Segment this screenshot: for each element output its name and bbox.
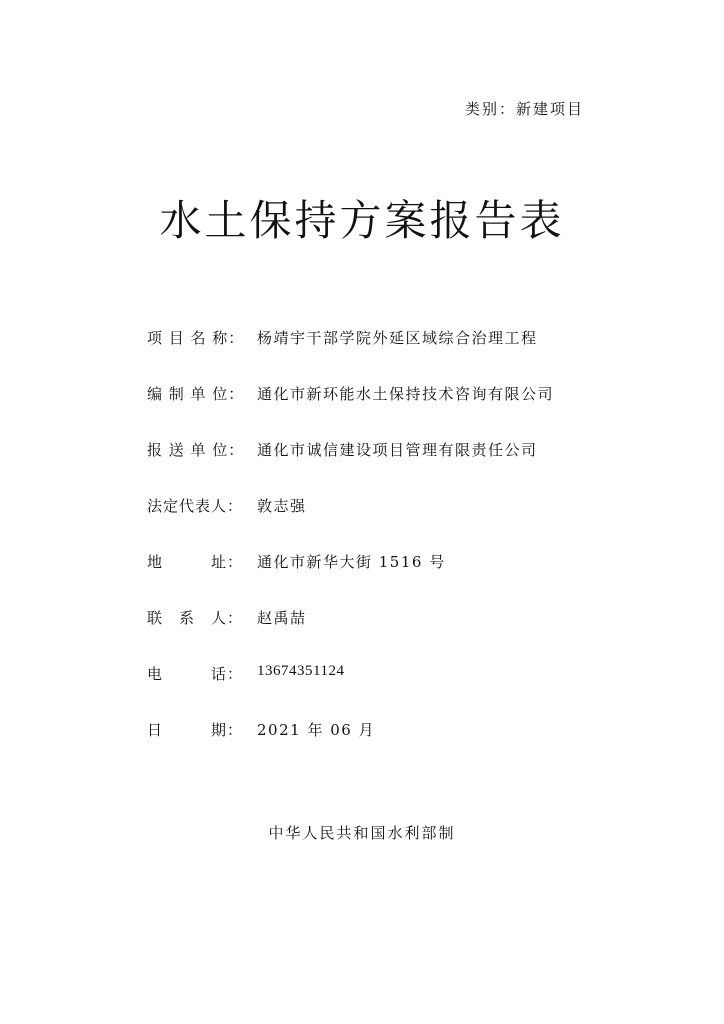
field-value: 敦志强 bbox=[257, 497, 307, 515]
document-title: 水土保持方案报告表 bbox=[159, 196, 565, 245]
issuer-label: 中华人民共和国水利部制 bbox=[268, 824, 456, 842]
field-label: 编 制 单 位： bbox=[147, 385, 245, 403]
info-fields bbox=[147, 327, 587, 775]
field-phone bbox=[147, 663, 587, 719]
field-contact-person bbox=[147, 607, 587, 663]
field-label: 法定代表人： bbox=[147, 497, 244, 515]
field-value: 2021 年 06 月 bbox=[257, 721, 376, 739]
field-value: 通化市诚信建设项目管理有限责任公司 bbox=[257, 441, 538, 459]
field-label: 联 系 人： bbox=[147, 609, 244, 627]
field-label: 电 话： bbox=[147, 665, 244, 683]
field-value: 13674351124 bbox=[257, 663, 345, 679]
field-label: 项 目 名 称： bbox=[147, 329, 245, 347]
field-label: 日 期： bbox=[147, 721, 244, 739]
field-address bbox=[147, 551, 587, 607]
field-submitter bbox=[147, 439, 587, 495]
field-value: 通化市新环能水土保持技术咨询有限公司 bbox=[257, 385, 555, 403]
field-value: 杨靖宇干部学院外延区域综合治理工程 bbox=[257, 329, 538, 347]
category-label: 类别：新建项目 bbox=[464, 100, 584, 118]
field-compiler bbox=[147, 383, 587, 439]
field-label: 报 送 单 位： bbox=[147, 441, 245, 459]
field-project-name bbox=[147, 327, 587, 383]
field-label: 地 址： bbox=[147, 553, 244, 571]
field-value: 通化市新华大街 1516 号 bbox=[257, 553, 446, 571]
field-value: 赵禹喆 bbox=[257, 609, 307, 627]
field-date bbox=[147, 719, 587, 775]
field-legal-representative bbox=[147, 495, 587, 551]
